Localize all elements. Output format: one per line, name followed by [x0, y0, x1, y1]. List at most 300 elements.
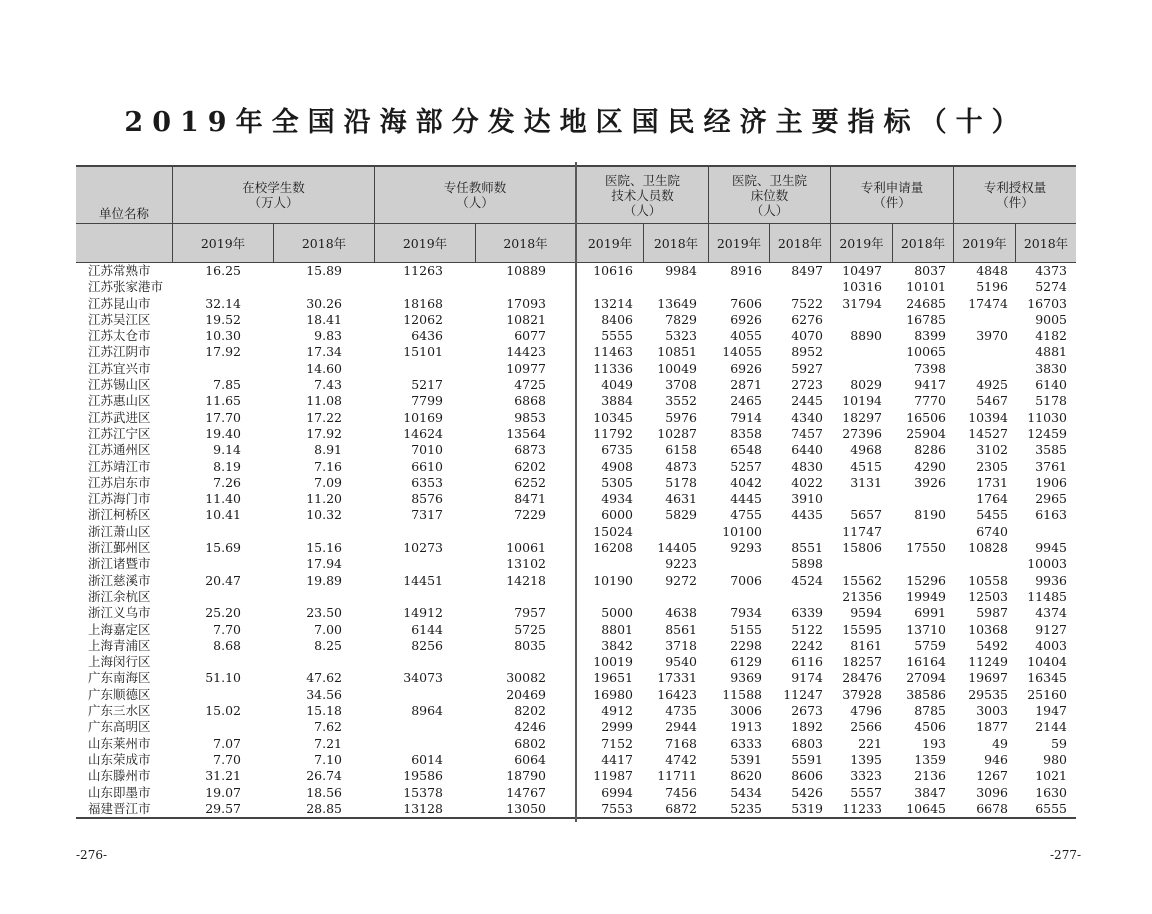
- unit-name-cell: 江苏吴江区: [88, 311, 151, 327]
- value-cell: 21356: [842, 588, 882, 604]
- value-cell: 10821: [506, 311, 546, 327]
- table-row: [577, 491, 1076, 507]
- value-cell: 4042: [730, 474, 762, 490]
- value-cell: 9945: [1035, 540, 1067, 556]
- value-cell: 4968: [850, 442, 882, 458]
- value-cell: 10558: [968, 572, 1008, 588]
- value-cell: 2305: [976, 458, 1008, 474]
- value-cell: 3910: [791, 491, 823, 507]
- table-row: [76, 736, 575, 752]
- value-cell: 19651: [593, 670, 633, 686]
- value-cell: 19949: [906, 588, 946, 604]
- unit-name-cell: 浙江萧山区: [88, 523, 151, 539]
- table-row: [577, 622, 1076, 638]
- table-row: [76, 524, 575, 540]
- value-cell: 11247: [783, 686, 823, 702]
- value-cell: 8406: [601, 311, 633, 327]
- value-cell: 3131: [850, 474, 882, 490]
- value-cell: 9293: [730, 540, 762, 556]
- unit-name-cell: 浙江慈溪市: [88, 572, 151, 588]
- value-cell: 8561: [665, 621, 697, 637]
- unit-name-cell: 江苏江阴市: [88, 344, 151, 360]
- value-cell: 8551: [791, 540, 823, 556]
- value-cell: 37928: [842, 686, 882, 702]
- value-cell: 7.16: [314, 458, 342, 474]
- table-row: [76, 638, 575, 654]
- table-row: [577, 573, 1076, 589]
- value-cell: 10194: [842, 393, 882, 409]
- unit-name-cell: 浙江柯桥区: [88, 507, 151, 523]
- table-row: [577, 328, 1076, 344]
- value-cell: 8202: [514, 703, 546, 719]
- value-cell: 5759: [914, 637, 946, 653]
- value-cell: 2566: [850, 719, 882, 735]
- value-cell: 3323: [850, 768, 882, 784]
- value-cell: 15.16: [306, 540, 342, 556]
- value-cell: 5434: [730, 784, 762, 800]
- value-cell: 4796: [850, 703, 882, 719]
- value-cell: 10003: [1027, 556, 1067, 572]
- value-cell: 4055: [730, 328, 762, 344]
- unit-name-cell: 山东滕州市: [88, 768, 151, 784]
- value-cell: 5426: [791, 784, 823, 800]
- value-cell: 6735: [601, 442, 633, 458]
- value-cell: 4070: [791, 328, 823, 344]
- year-2018-header: 2018年: [475, 224, 575, 262]
- table-row: [76, 703, 575, 719]
- value-cell: 14451: [403, 572, 443, 588]
- value-cell: 5000: [601, 605, 633, 621]
- value-cell: 7522: [791, 295, 823, 311]
- value-cell: 47.62: [306, 670, 342, 686]
- value-cell: 3006: [730, 703, 762, 719]
- value-cell: 49: [992, 735, 1008, 751]
- value-cell: 9127: [1035, 621, 1067, 637]
- value-cell: 16703: [1027, 295, 1067, 311]
- value-cell: 6610: [411, 458, 443, 474]
- value-cell: 7317: [411, 507, 443, 523]
- value-cell: 13214: [593, 295, 633, 311]
- value-cell: 19586: [403, 768, 443, 784]
- value-cell: 1630: [1035, 784, 1067, 800]
- value-cell: 8606: [791, 768, 823, 784]
- value-cell: 4934: [601, 491, 633, 507]
- value-cell: 6926: [730, 360, 762, 376]
- value-cell: 17.34: [306, 344, 342, 360]
- year-2018-header: 2018年: [1015, 224, 1076, 262]
- table-row: [577, 736, 1076, 752]
- value-cell: 7.10: [314, 751, 342, 767]
- value-cell: 7829: [665, 311, 697, 327]
- right-table-body: [577, 263, 1076, 817]
- right-header-row-1: [577, 165, 1076, 224]
- value-cell: 6158: [665, 442, 697, 458]
- value-cell: 2136: [914, 768, 946, 784]
- value-cell: 9594: [850, 605, 882, 621]
- value-cell: 19.89: [306, 572, 342, 588]
- value-cell: 4340: [791, 409, 823, 425]
- unit-name-cell: 浙江余杭区: [88, 588, 151, 604]
- value-cell: 11.08: [306, 393, 342, 409]
- value-cell: 12503: [968, 588, 1008, 604]
- value-cell: 10977: [506, 360, 546, 376]
- value-cell: 7.62: [314, 719, 342, 735]
- table-row: [577, 279, 1076, 295]
- value-cell: 4908: [601, 458, 633, 474]
- value-cell: 25160: [1027, 686, 1067, 702]
- value-cell: 9.83: [314, 328, 342, 344]
- value-cell: 31.21: [205, 768, 241, 784]
- value-cell: 4049: [601, 377, 633, 393]
- value-cell: 2673: [791, 703, 823, 719]
- table-row: [76, 785, 575, 801]
- unit-name-cell: 广东南海区: [88, 670, 151, 686]
- table-row: [76, 768, 575, 784]
- value-cell: 5178: [1035, 393, 1067, 409]
- value-cell: 12459: [1027, 425, 1067, 441]
- value-cell: 3830: [1035, 360, 1067, 376]
- table-row: [76, 459, 575, 475]
- value-cell: 13649: [657, 295, 697, 311]
- value-cell: 3970: [976, 328, 1008, 344]
- unit-name-cell: 广东高明区: [88, 719, 151, 735]
- value-cell: 5305: [601, 474, 633, 490]
- unit-name-cell: 上海青浦区: [88, 637, 151, 653]
- beds-header: 医院、卫生院 床位数 （人）: [708, 167, 830, 223]
- value-cell: 1267: [976, 768, 1008, 784]
- year-2018-header: 2018年: [892, 224, 953, 262]
- unit-name-cell: 浙江诸暨市: [88, 556, 151, 572]
- value-cell: 10.41: [205, 507, 241, 523]
- table-row: [76, 752, 575, 768]
- unit-name-cell: 江苏江宁区: [88, 425, 151, 441]
- value-cell: 5976: [665, 409, 697, 425]
- value-cell: 4246: [514, 719, 546, 735]
- table-row: [577, 507, 1076, 523]
- value-cell: 17.92: [205, 344, 241, 360]
- value-cell: 7.07: [213, 735, 241, 751]
- value-cell: 19.07: [205, 784, 241, 800]
- value-cell: 7010: [411, 442, 443, 458]
- value-cell: 7006: [730, 572, 762, 588]
- value-cell: 6802: [514, 735, 546, 751]
- page-title: 2019年全国沿海部分发达地区国民经济主要指标（十）: [124, 107, 1028, 138]
- value-cell: 27396: [842, 425, 882, 441]
- value-cell: 7457: [791, 425, 823, 441]
- value-cell: 7.09: [314, 474, 342, 490]
- value-cell: 7606: [730, 295, 762, 311]
- value-cell: 7456: [665, 784, 697, 800]
- medical-staff-header: 医院、卫生院 技术人员数 （人）: [604, 172, 680, 218]
- unit-name-cell: 广东三水区: [88, 703, 151, 719]
- value-cell: 6868: [514, 393, 546, 409]
- value-cell: 4290: [914, 458, 946, 474]
- value-cell: 11.20: [306, 491, 342, 507]
- value-cell: 6678: [976, 800, 1008, 816]
- value-cell: 11.65: [205, 393, 241, 409]
- unit-name-cell: 江苏武进区: [88, 409, 151, 425]
- value-cell: 1731: [976, 474, 1008, 490]
- value-cell: 5178: [665, 474, 697, 490]
- patent-grants-header: 专利授权量 （件）: [953, 167, 1076, 223]
- table-row: [76, 361, 575, 377]
- value-cell: 3847: [914, 784, 946, 800]
- value-cell: 13050: [506, 800, 546, 816]
- value-cell: 20.47: [205, 572, 241, 588]
- value-cell: 1395: [850, 751, 882, 767]
- value-cell: 4742: [665, 751, 697, 767]
- table-row: [76, 654, 575, 670]
- value-cell: 6064: [514, 751, 546, 767]
- value-cell: 5591: [791, 751, 823, 767]
- value-cell: 4373: [1035, 263, 1067, 278]
- value-cell: 28.85: [306, 800, 342, 816]
- value-cell: 9223: [665, 556, 697, 572]
- value-cell: 8964: [411, 703, 443, 719]
- table-row: [76, 328, 575, 344]
- value-cell: 34.56: [306, 686, 342, 702]
- value-cell: 5467: [976, 393, 1008, 409]
- value-cell: 5274: [1035, 279, 1067, 295]
- value-cell: 4435: [791, 507, 823, 523]
- left-table: [76, 165, 575, 819]
- left-bottom-rule: [76, 817, 575, 819]
- table-row: [577, 296, 1076, 312]
- value-cell: 1764: [976, 491, 1008, 507]
- value-cell: 7957: [514, 605, 546, 621]
- value-cell: 23.50: [306, 605, 342, 621]
- value-cell: 11233: [842, 800, 882, 816]
- value-cell: 10368: [968, 621, 1008, 637]
- value-cell: 9272: [665, 572, 697, 588]
- year-2019-header: 2019年: [374, 224, 475, 262]
- unit-name-cell: 山东即墨市: [88, 784, 151, 800]
- table-row: [76, 377, 575, 393]
- value-cell: 14.60: [306, 360, 342, 376]
- year-2019-header: 2019年: [708, 224, 769, 262]
- unit-name-header: 单位名称: [98, 206, 149, 221]
- value-cell: 31794: [842, 295, 882, 311]
- table-row: [577, 703, 1076, 719]
- value-cell: 6873: [514, 442, 546, 458]
- table-row: [76, 491, 575, 507]
- value-cell: 38586: [906, 686, 946, 702]
- value-cell: 7770: [914, 393, 946, 409]
- value-cell: 13102: [506, 556, 546, 572]
- year-2018-header: 2018年: [769, 224, 830, 262]
- value-cell: 8.91: [314, 442, 342, 458]
- value-cell: 18297: [842, 409, 882, 425]
- table-row: [577, 785, 1076, 801]
- value-cell: 17.94: [306, 556, 342, 572]
- year-2019-header: 2019年: [830, 224, 892, 262]
- value-cell: 11030: [1027, 409, 1067, 425]
- year-2019-header: 2019年: [172, 224, 273, 262]
- value-cell: 19697: [968, 670, 1008, 686]
- value-cell: 11711: [657, 768, 697, 784]
- value-cell: 8.68: [213, 637, 241, 653]
- value-cell: 30.26: [306, 295, 342, 311]
- value-cell: 5898: [791, 556, 823, 572]
- value-cell: 17.92: [306, 425, 342, 441]
- value-cell: 10101: [906, 279, 946, 295]
- table-row: [76, 573, 575, 589]
- value-cell: 15.89: [306, 263, 342, 278]
- value-cell: 6436: [411, 328, 443, 344]
- value-cell: 3102: [976, 442, 1008, 458]
- table-row: [76, 589, 575, 605]
- value-cell: 16785: [906, 311, 946, 327]
- value-cell: 10273: [403, 540, 443, 556]
- value-cell: 2723: [791, 377, 823, 393]
- value-cell: 8.25: [314, 637, 342, 653]
- value-cell: 2965: [1035, 491, 1067, 507]
- value-cell: 10497: [842, 263, 882, 278]
- value-cell: 193: [922, 735, 946, 751]
- value-cell: 9005: [1035, 311, 1067, 327]
- value-cell: 6740: [976, 523, 1008, 539]
- unit-name-cell: 山东莱州市: [88, 735, 151, 751]
- year-2018-header: 2018年: [643, 224, 708, 262]
- value-cell: 9540: [665, 654, 697, 670]
- unit-name-cell: 浙江义乌市: [88, 605, 151, 621]
- value-cell: 14405: [657, 540, 697, 556]
- value-cell: 13710: [906, 621, 946, 637]
- value-cell: 5323: [665, 328, 697, 344]
- unit-name-cell: 江苏靖江市: [88, 458, 151, 474]
- value-cell: 6014: [411, 751, 443, 767]
- value-cell: 29.57: [205, 800, 241, 816]
- value-cell: 16345: [1027, 670, 1067, 686]
- value-cell: 1913: [730, 719, 762, 735]
- value-cell: 6333: [730, 735, 762, 751]
- value-cell: 6202: [514, 458, 546, 474]
- value-cell: 4003: [1035, 637, 1067, 653]
- right-table: [577, 165, 1076, 819]
- table-row: [76, 296, 575, 312]
- unit-name-cell: 江苏宜兴市: [88, 360, 151, 376]
- table-row: [76, 279, 575, 295]
- value-cell: 25.20: [205, 605, 241, 621]
- value-cell: 5319: [791, 800, 823, 816]
- table-row: [577, 361, 1076, 377]
- value-cell: 9417: [914, 377, 946, 393]
- value-cell: 8785: [914, 703, 946, 719]
- value-cell: 6276: [791, 311, 823, 327]
- value-cell: 3096: [976, 784, 1008, 800]
- value-cell: 4506: [914, 719, 946, 735]
- table-row: [76, 426, 575, 442]
- value-cell: 4881: [1035, 344, 1067, 360]
- value-cell: 4631: [665, 491, 697, 507]
- value-cell: 8190: [914, 507, 946, 523]
- value-cell: 1359: [914, 751, 946, 767]
- table-row: [577, 410, 1076, 426]
- value-cell: 6994: [601, 784, 633, 800]
- value-cell: 4925: [976, 377, 1008, 393]
- value-cell: 9936: [1035, 572, 1067, 588]
- table-row: [577, 638, 1076, 654]
- value-cell: 7.21: [314, 735, 342, 751]
- table-row: [577, 556, 1076, 572]
- value-cell: 3718: [665, 637, 697, 653]
- value-cell: 7.85: [213, 377, 241, 393]
- value-cell: 18168: [403, 295, 443, 311]
- value-cell: 8399: [914, 328, 946, 344]
- value-cell: 18257: [842, 654, 882, 670]
- value-cell: 18.41: [306, 311, 342, 327]
- table-row: [577, 801, 1076, 817]
- table-row: [76, 540, 575, 556]
- value-cell: 6077: [514, 328, 546, 344]
- value-cell: 10645: [906, 800, 946, 816]
- value-cell: 11.40: [205, 491, 241, 507]
- value-cell: 8471: [514, 491, 546, 507]
- value-cell: 2144: [1035, 719, 1067, 735]
- value-cell: 1021: [1035, 768, 1067, 784]
- value-cell: 7.70: [213, 751, 241, 767]
- unit-name-cell: 江苏启东市: [88, 474, 151, 490]
- unit-name-cell: 江苏太仓市: [88, 328, 151, 344]
- value-cell: 51.10: [205, 670, 241, 686]
- value-cell: 17474: [968, 295, 1008, 311]
- value-cell: 10.32: [306, 507, 342, 523]
- value-cell: 8890: [850, 328, 882, 344]
- table-row: [76, 801, 575, 817]
- value-cell: 11463: [593, 344, 633, 360]
- value-cell: 19.40: [205, 425, 241, 441]
- value-cell: 6803: [791, 735, 823, 751]
- value-cell: 946: [984, 751, 1008, 767]
- value-cell: 1947: [1035, 703, 1067, 719]
- value-cell: 14055: [722, 344, 762, 360]
- value-cell: 2445: [791, 393, 823, 409]
- year-2018-header: 2018年: [273, 224, 374, 262]
- value-cell: 8576: [411, 491, 443, 507]
- value-cell: 9174: [791, 670, 823, 686]
- value-cell: 7229: [514, 507, 546, 523]
- unit-name-cell: 江苏通州区: [88, 442, 151, 458]
- value-cell: 2999: [601, 719, 633, 735]
- unit-name-cell: 江苏常熟市: [88, 263, 151, 278]
- value-cell: 221: [858, 735, 882, 751]
- value-cell: 32.14: [205, 295, 241, 311]
- value-cell: 8620: [730, 768, 762, 784]
- value-cell: 5987: [976, 605, 1008, 621]
- value-cell: 6129: [730, 654, 762, 670]
- value-cell: 1877: [976, 719, 1008, 735]
- students-header: 在校学生数 （万人）: [172, 167, 374, 223]
- year-2019-header: 2019年: [587, 235, 633, 251]
- value-cell: 6440: [791, 442, 823, 458]
- value-cell: 6140: [1035, 377, 1067, 393]
- table-row: [76, 312, 575, 328]
- value-cell: 29535: [968, 686, 1008, 702]
- table-row: [577, 719, 1076, 735]
- value-cell: 8256: [411, 637, 443, 653]
- value-cell: 8035: [514, 637, 546, 653]
- value-cell: 16423: [657, 686, 697, 702]
- value-cell: 4417: [601, 751, 633, 767]
- unit-name-cell: 江苏张家港市: [88, 279, 164, 295]
- value-cell: 17331: [657, 670, 697, 686]
- value-cell: 18790: [506, 768, 546, 784]
- value-cell: 4374: [1035, 605, 1067, 621]
- value-cell: 15595: [842, 621, 882, 637]
- value-cell: 2242: [791, 637, 823, 653]
- value-cell: 10169: [403, 409, 443, 425]
- value-cell: 6926: [730, 311, 762, 327]
